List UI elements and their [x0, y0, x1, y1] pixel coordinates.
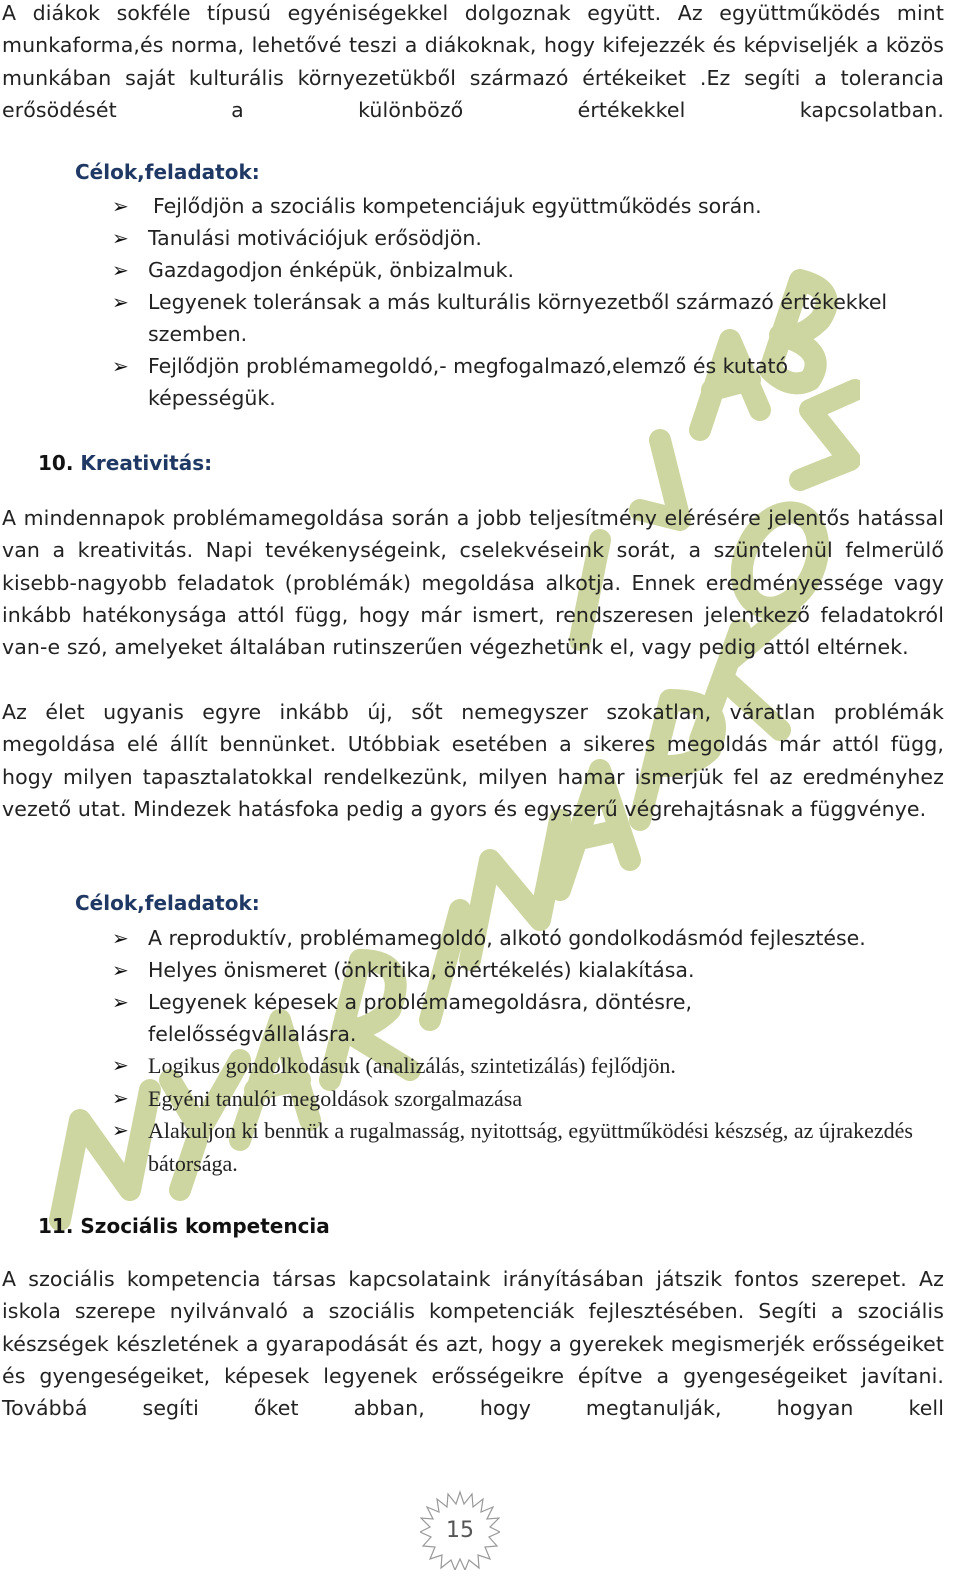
- arrow-bullet-icon: ➢: [112, 926, 129, 950]
- list-item: ➢ Helyes önismeret (önkritika, önértékelés) kialakítása.: [112, 954, 942, 986]
- arrow-bullet-icon: ➢: [112, 290, 129, 314]
- section-heading-kreativitas: [38, 451, 212, 475]
- section-title: Szociális kompetencia: [80, 1214, 330, 1238]
- goals-heading: Célok,feladatok:: [75, 891, 260, 915]
- section-number: 11.: [38, 1214, 74, 1238]
- kreativitas-goals-list: [112, 922, 942, 1050]
- arrow-bullet-icon: ➢: [112, 990, 129, 1014]
- section-heading-szocialis: [38, 1214, 330, 1238]
- goals-list: [112, 190, 942, 414]
- list-item: ➢ Tanulási motivációjuk erősödjön.: [112, 222, 942, 254]
- intro-paragraph: A diákok sokféle típusú egyéniségekkel dolgoznak együtt. Az együttműködés mint munkaforma,és norma, lehetővé teszi a diákoknak, hogy kifejezzék és képviseljék a közös munkában saját kulturális környezetükből származó értékeiket .Ez segíti a tolerancia erősödését a különböző értékekkel kapcsolatban.: [2, 1, 944, 122]
- arrow-bullet-icon: ➢: [112, 226, 129, 250]
- kreativitas-paragraph-2: Az élet ugyanis egyre inkább új, sőt nemegyszer szokatlan, váratlan problémák megoldása elé állít bennünket. Utóbbiak esetében a sikeres megoldás már attól függ, hogy milyen tapasztalatokkal rendelkezünk, milyen hamar ismerjük fel az eredményhez vezető utat. Mindezek hatásfoka pedig a gyors és egyszerű végrehajtásnak a függvénye.: [2, 700, 944, 821]
- arrow-bullet-icon: ➢: [112, 354, 129, 378]
- list-item: ➢ A reproduktív, problémamegoldó, alkotó gondolkodásmód fejlesztése.: [112, 922, 942, 954]
- arrow-bullet-icon: ➢: [112, 1055, 129, 1077]
- list-item: ➢ Fejlődjön problémamegoldó,- megfogalmazó,elemző és kutató képességük.: [112, 350, 878, 414]
- arrow-bullet-icon: ➢: [112, 1087, 129, 1110]
- goals-heading: Célok,feladatok:: [75, 160, 260, 184]
- list-item: ➢ Fejlődjön a szociális kompetenciájuk együttműködés során.: [112, 190, 942, 222]
- arrow-bullet-icon: ➢: [112, 258, 129, 282]
- page-number: 15: [446, 1517, 474, 1543]
- arrow-bullet-icon: ➢: [112, 194, 129, 218]
- list-item: ➢ Egyéni tanulói megoldások szorgalmazása: [112, 1083, 942, 1116]
- kreativitas-paragraph-1: A mindennapok problémamegoldása során a jobb teljesítmény elérésére jelentős hatással van a kreativitás. Napi tevékenységeink, cselekvéseink sorát, a szüntelenül felmerülő kisebb-nagyobb feladatok (problémák) megoldása alkotja. Ennek eredményessége vagy inkább hatékonysága attól függ, hogy már ismert, rendszeresen jelentkező feladatokról van-e szó, amelyeket általában rutinszerűen végezhetünk el, vagy pedig attól eltérnek.: [2, 506, 944, 660]
- section-title: Kreativitás:: [80, 451, 213, 475]
- list-item: ➢ Logikus gondolkodásuk (analizálás, szintetizálás) fejlődjön.: [112, 1050, 942, 1083]
- list-item: ➢ Legyenek képesek a problémamegoldásra, döntésre, felelősségvállalásra.: [112, 986, 748, 1050]
- list-item: ➢ Legyenek toleránsak a más kulturális környezetből származó értékekkel szemben.: [112, 286, 928, 350]
- page-number-badge: [420, 1490, 500, 1570]
- arrow-bullet-icon: ➢: [112, 1120, 129, 1142]
- section-number: 10.: [38, 451, 74, 475]
- kreativitas-goals-list-serif: [112, 1050, 942, 1180]
- arrow-bullet-icon: ➢: [112, 958, 129, 982]
- list-item: ➢ Gazdagodjon énképük, önbizalmuk.: [112, 254, 942, 286]
- szocialis-paragraph: A szociális kompetencia társas kapcsolataink irányításában játszik fontos szerepet. Az iskola szerepe nyilvánvaló a szociális kompetenciák fejlesztésében. Segíti a szociális készségek készletének a gyarapodását és azt, hogy a gyerekek megismerjék erősségeiket és gyengeségeiket, képesek legyenek erősségeikre építve a gyengeségeiket javítani. Továbbá segíti őket abban, hogy megtanulják, hogyan kell: [2, 1267, 944, 1421]
- list-item: ➢ Alakuljon ki bennük a rugalmasság, nyitottság, együttműködési készség, az újrakezdés bátorsága.: [112, 1115, 938, 1180]
